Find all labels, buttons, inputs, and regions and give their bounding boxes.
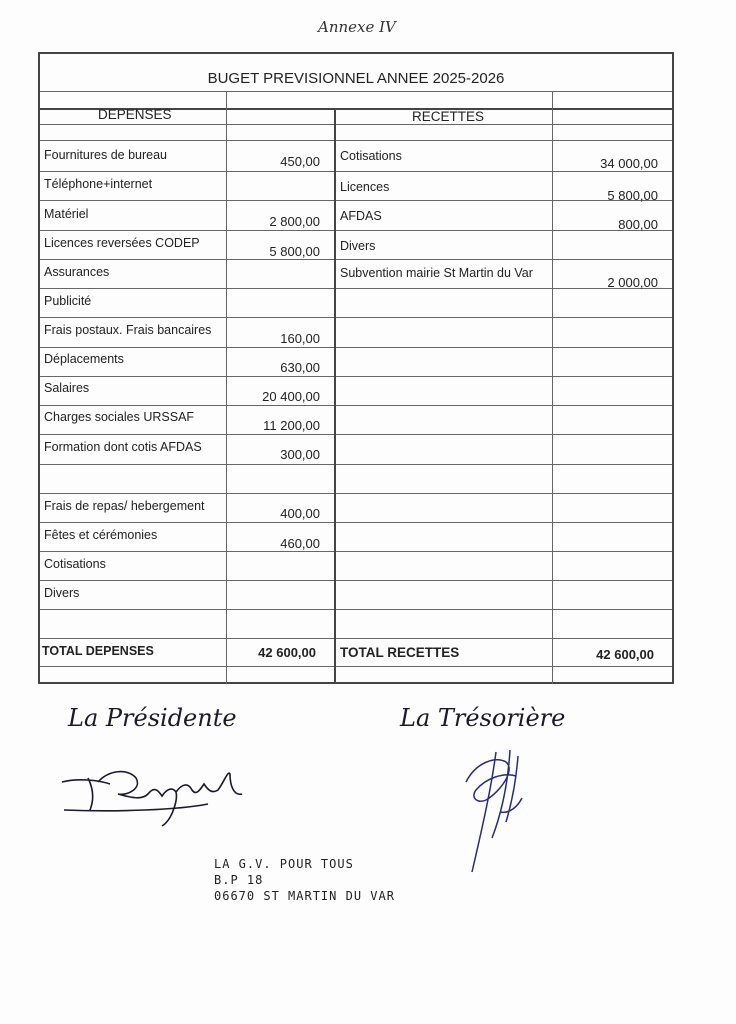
list-item: Frais postaux. Frais bancaires — [44, 323, 212, 337]
list-item: Licences reversées CODEP — [44, 236, 200, 250]
list-item: Frais de repas/ hebergement — [44, 499, 205, 513]
budget-table — [38, 52, 674, 684]
recettes-header: RECETTES — [412, 109, 485, 124]
association-stamp — [214, 856, 395, 904]
amount: 11 200,00 — [263, 418, 320, 433]
amount: 160,00 — [280, 331, 320, 346]
amount: 5 800,00 — [607, 188, 658, 203]
list-item: Divers — [340, 239, 376, 253]
total-depenses-amount: 42 600,00 — [258, 645, 316, 660]
amount: 300,00 — [280, 447, 320, 462]
total-recettes-amount: 42 600,00 — [596, 647, 654, 662]
list-item: Publicité — [44, 294, 92, 308]
list-item: AFDAS — [340, 209, 382, 223]
page-title: BUGET PREVISIONNEL ANNEE 2025-2026 — [207, 70, 505, 87]
amount: 450,00 — [280, 154, 320, 169]
list-item: Fournitures de bureau — [44, 148, 167, 162]
amount: 2 000,00 — [607, 275, 658, 290]
signature-icon — [456, 742, 536, 882]
amount: 5 800,00 — [269, 244, 320, 259]
amount: 34 000,00 — [600, 156, 658, 171]
amount: 20 400,00 — [262, 389, 320, 404]
stamp-line: B.P 18 — [214, 873, 264, 887]
signature-icon — [58, 760, 258, 830]
amount: 630,00 — [280, 360, 320, 375]
list-item: Formation dont cotis AFDAS — [44, 440, 202, 454]
president-title: La Présidente — [68, 704, 237, 732]
treasurer-signature — [456, 742, 536, 882]
total-depenses-label: TOTAL DEPENSES — [42, 644, 154, 658]
total-recettes-label: TOTAL RECETTES — [340, 645, 460, 660]
amount: 460,00 — [280, 536, 320, 551]
stamp-line: 06670 ST MARTIN DU VAR — [214, 889, 395, 903]
annexe-label: Annexe IV — [318, 18, 396, 36]
list-item: Matériel — [44, 207, 89, 221]
president-signature — [58, 760, 258, 830]
list-item: Déplacements — [44, 352, 124, 366]
list-item: Subvention mairie St Martin du Var — [340, 266, 533, 280]
amount: 2 800,00 — [269, 214, 320, 229]
list-item: Fêtes et cérémonies — [44, 528, 158, 542]
list-item: Cotisations — [44, 557, 106, 571]
list-item: Cotisations — [340, 149, 402, 163]
amount: 400,00 — [280, 506, 320, 521]
list-item: Divers — [44, 586, 80, 600]
list-item: Licences — [340, 180, 390, 194]
treasurer-title: La Trésorière — [400, 704, 566, 732]
list-item: Salaires — [44, 381, 90, 395]
amount: 800,00 — [618, 217, 658, 232]
list-item: Assurances — [44, 265, 110, 279]
depenses-header: DEPENSES — [98, 107, 172, 122]
list-item: Charges sociales URSSAF — [44, 410, 195, 424]
stamp-line: LA G.V. POUR TOUS — [214, 857, 354, 871]
list-item: Téléphone+internet — [44, 177, 153, 191]
